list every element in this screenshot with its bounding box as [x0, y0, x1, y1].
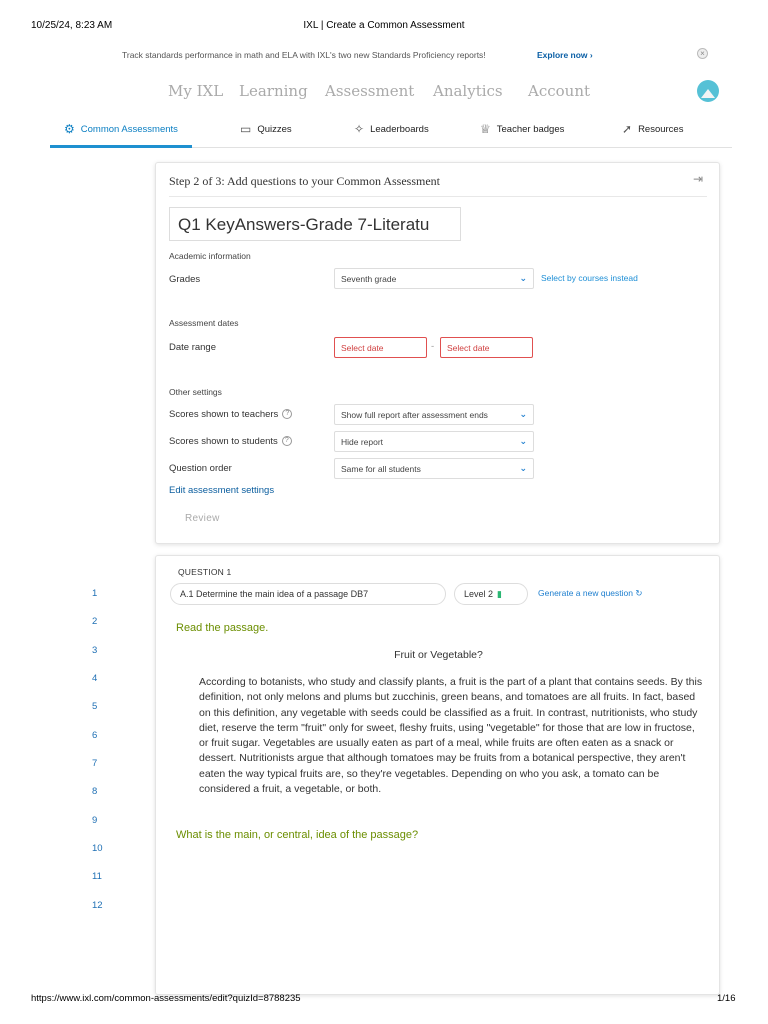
passage-title: Fruit or Vegetable?: [394, 649, 483, 661]
main-nav: [0, 78, 768, 106]
nav-my-ixl[interactable]: My IXL: [168, 82, 224, 100]
tab-label: Quizzes: [257, 123, 292, 135]
tab-label: Common Assessments: [80, 123, 178, 135]
tab-label: Teacher badges: [496, 123, 565, 135]
nav-learning[interactable]: Learning: [239, 82, 308, 100]
question-number-link[interactable]: 1: [92, 588, 98, 599]
other-settings-heading: Other settings: [169, 387, 222, 397]
nav-account[interactable]: Account: [528, 82, 591, 100]
rocket-icon: ➚: [622, 122, 633, 136]
teachers-scores-text: Scores shown to teachers: [169, 409, 279, 420]
students-scores-label: [169, 436, 292, 447]
question-order-value: Same for all students: [341, 464, 421, 474]
refresh-icon: ↻: [635, 588, 643, 598]
students-scores-text: Scores shown to students: [169, 436, 278, 447]
question-number-link[interactable]: 2: [92, 616, 98, 627]
level-selector[interactable]: [454, 583, 528, 605]
date-range-label: Date range: [169, 342, 217, 353]
active-tab-indicator: [50, 145, 192, 148]
question-number-link[interactable]: 10: [92, 843, 103, 854]
tab-label: Leaderboards: [370, 123, 429, 135]
question-order-label: Question order: [169, 463, 232, 474]
question-card: [155, 555, 720, 995]
academic-heading: Academic information: [169, 251, 251, 261]
question-number-link[interactable]: 3: [92, 645, 98, 656]
banner-message: Track standards performance in math and ELA with IXL's two new Standards Proficiency reports!: [122, 50, 486, 60]
announcement-banner: [0, 46, 768, 64]
exit-icon[interactable]: ⇥: [692, 172, 703, 186]
trophy-icon: ♕: [480, 122, 491, 136]
question-prompt: What is the main, or central, idea of the passage?: [176, 829, 419, 841]
bookmark-icon: ▮: [497, 589, 502, 599]
nav-assessment[interactable]: Assessment: [325, 82, 415, 100]
avatar[interactable]: [697, 80, 719, 102]
teachers-scores-value: Show full report after assessment ends: [341, 410, 488, 420]
chevron-down-icon: ⌄: [519, 273, 527, 283]
skill-selector[interactable]: A.1 Determine the main idea of a passage DB7: [170, 583, 446, 605]
level-value: Level 2: [464, 589, 494, 599]
passage-text: According to botanists, who study and classify plants, a fruit is the part of a plant that contains seeds. By this definition, not only melons and plums but zucchinis, green beans, and tomatoes are all fruits. In fact, based on this definition, any vegetable with seeds could be classified as a fruit. In contrast, nutritionists, who study diet, reserve the term "fruit" only for sweet, fleshy fruits, using "vegetable" for those that are low in fructose, or fruit sugar. Vegetables are usually eaten as part of a meal, while fruits are often eaten as a snack or dessert. Nutritionists argue that although tomatoes may be fruits from a botanical perspective, they aren't eaten the way typical fruits are, so they're vegetables. Depending on who you ask, a tomato can be considered a fruit, a vegetable, or both.: [199, 676, 703, 796]
question-label: QUESTION 1: [178, 567, 232, 577]
grades-value: Seventh grade: [341, 274, 397, 284]
help-icon[interactable]: ?: [282, 409, 292, 419]
gear-group-icon: ⚙: [64, 122, 75, 136]
tab-quizzes[interactable]: [240, 122, 292, 136]
question-number-link[interactable]: 9: [92, 815, 98, 826]
question-number-link[interactable]: 4: [92, 673, 98, 684]
dates-heading: Assessment dates: [169, 318, 239, 328]
teachers-scores-label: [169, 409, 292, 420]
end-date-input[interactable]: Select date: [440, 337, 533, 358]
question-number-link[interactable]: 8: [92, 786, 98, 797]
tab-resources[interactable]: [622, 122, 683, 136]
tab-teacher-badges[interactable]: [480, 122, 564, 136]
print-url: https://www.ixl.com/common-assessments/edit?quizId=8788235: [31, 993, 301, 1004]
assessment-setup-card: [155, 162, 720, 544]
start-date-input[interactable]: Select date: [334, 337, 427, 358]
generate-label: Generate a new question: [538, 588, 633, 598]
date-separator: -: [431, 341, 435, 352]
question-number-link[interactable]: 5: [92, 701, 98, 712]
print-datetime: 10/25/24, 8:23 AM: [31, 20, 113, 31]
question-number-link[interactable]: 11: [92, 871, 102, 882]
students-scores-select[interactable]: [334, 431, 534, 452]
help-icon[interactable]: ?: [282, 436, 292, 446]
close-icon[interactable]: ×: [697, 48, 708, 59]
print-page-number: 1/16: [717, 993, 736, 1004]
sub-nav: [50, 112, 732, 148]
review-button[interactable]: Review: [185, 513, 220, 524]
tab-leaderboards[interactable]: [354, 122, 429, 136]
step-heading: Step 2 of 3: Add questions to your Common Assessment: [169, 174, 441, 188]
chevron-down-icon: ⌄: [519, 409, 527, 419]
question-number-link[interactable]: 7: [92, 758, 98, 769]
question-order-select[interactable]: [334, 458, 534, 479]
grades-label: Grades: [169, 274, 201, 285]
leaderboard-icon: ✧: [354, 122, 365, 136]
generate-new-question-link[interactable]: [538, 588, 642, 599]
students-scores-value: Hide report: [341, 437, 384, 447]
tab-label: Resources: [638, 123, 684, 135]
print-title: IXL | Create a Common Assessment: [303, 20, 465, 31]
chevron-down-icon: ⌄: [519, 463, 527, 473]
question-number-link[interactable]: 12: [92, 900, 103, 911]
teachers-scores-select[interactable]: [334, 404, 534, 425]
select-by-courses-link[interactable]: Select by courses instead: [541, 273, 638, 283]
clipboard-icon: ▭: [240, 122, 252, 136]
divider: [169, 196, 707, 197]
question-number-link[interactable]: 6: [92, 730, 98, 741]
print-header: [0, 0, 768, 52]
edit-assessment-settings-link[interactable]: Edit assessment settings: [169, 485, 275, 496]
grades-select[interactable]: [334, 268, 534, 289]
tab-common-assessments[interactable]: [64, 122, 178, 136]
chevron-down-icon: ⌄: [519, 436, 527, 446]
nav-analytics[interactable]: Analytics: [433, 82, 503, 100]
instruction-text: Read the passage.: [176, 622, 269, 634]
explore-now-link[interactable]: Explore now ›: [537, 50, 593, 60]
assessment-title-input[interactable]: Q1 KeyAnswers-Grade 7-Literatu: [169, 207, 461, 241]
